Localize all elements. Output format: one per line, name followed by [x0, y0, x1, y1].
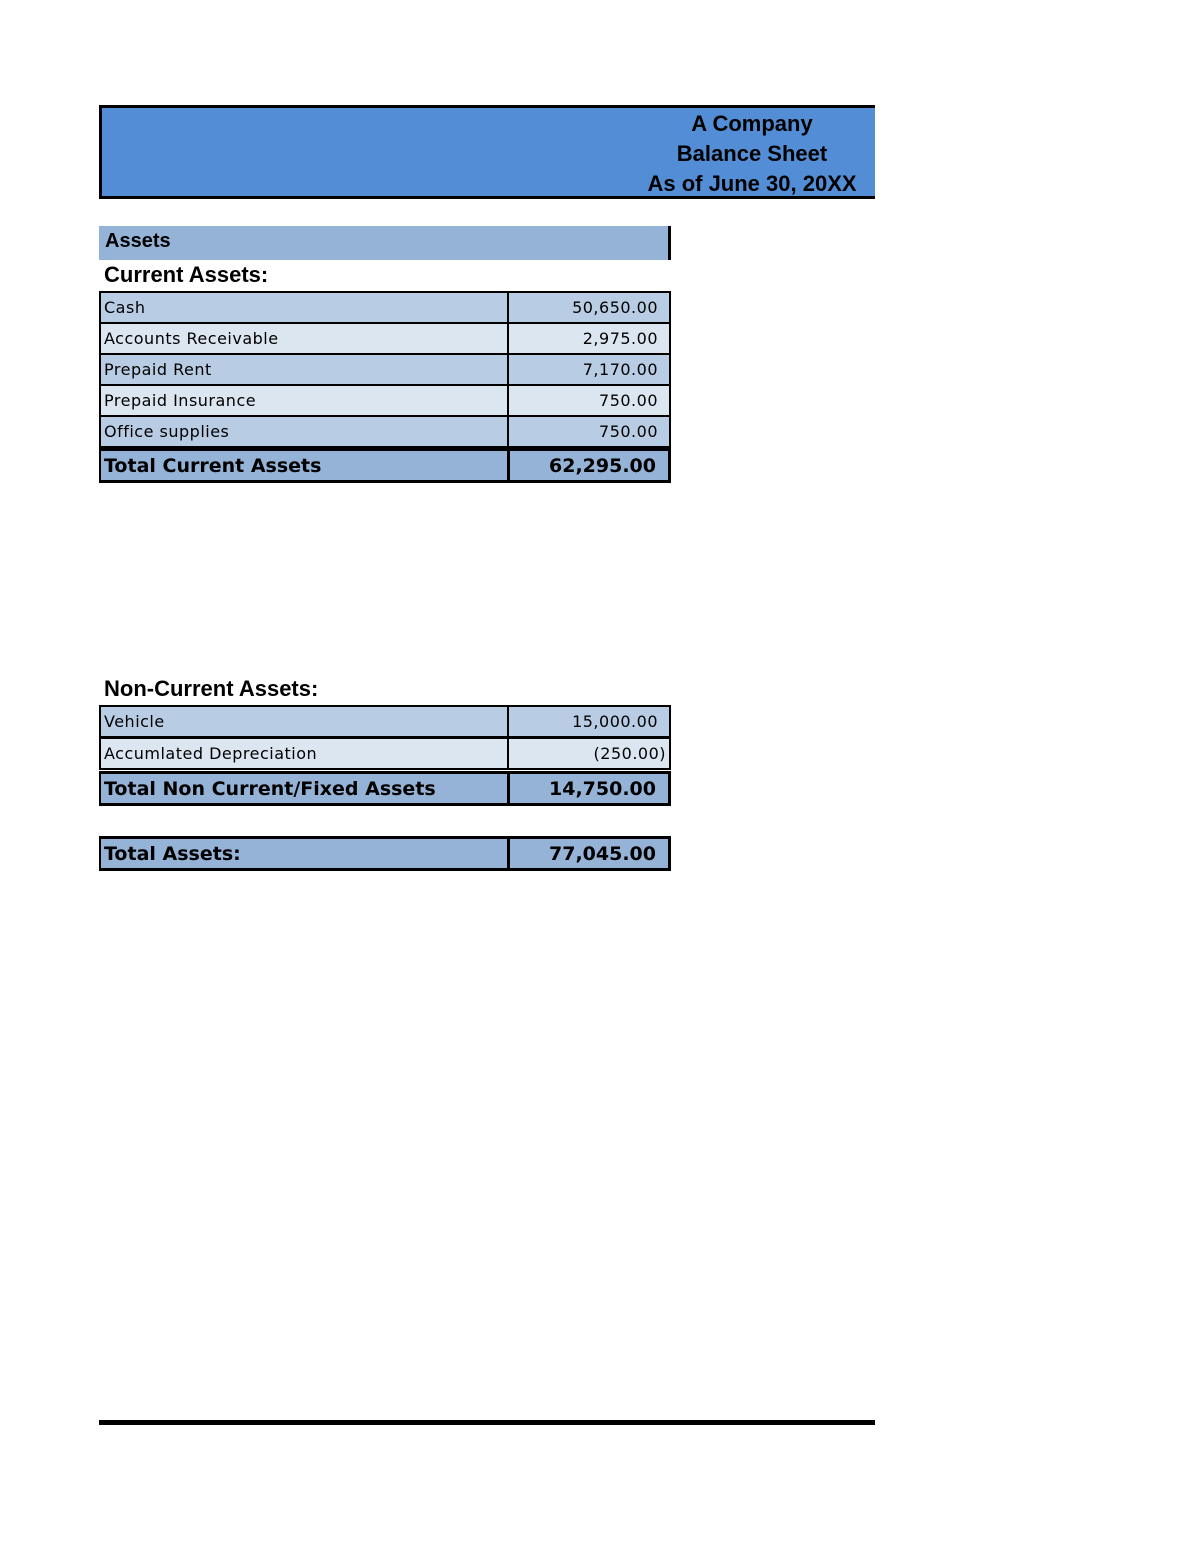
row-value: 7,170.00 [507, 353, 671, 386]
row-value: 750.00 [507, 415, 671, 448]
table-row [99, 322, 673, 355]
non-current-assets-heading: Non-Current Assets: [104, 676, 319, 701]
row-label: Cash [99, 291, 509, 324]
total-label: Total Current Assets [99, 448, 509, 483]
total-assets-row [99, 836, 673, 871]
row-label: Prepaid Insurance [99, 384, 509, 417]
row-label: Accumlated Depreciation [99, 737, 509, 770]
company-name: A Company [691, 111, 813, 136]
footer-divider [99, 1420, 875, 1425]
table-row [99, 384, 673, 417]
row-value: 50,650.00 [507, 291, 671, 324]
row-value: 2,975.00 [507, 322, 671, 355]
table-row [99, 705, 673, 738]
row-value: (250.00) [507, 737, 671, 770]
total-value: 14,750.00 [507, 771, 671, 806]
table-row [99, 291, 673, 324]
report-header [99, 105, 875, 199]
table-row [99, 353, 673, 386]
total-non-current-assets-row [99, 771, 673, 806]
total-assets-label: Total Assets: [99, 836, 509, 871]
row-label: Accounts Receivable [99, 322, 509, 355]
assets-section-label: Assets [105, 230, 171, 252]
total-assets-value: 77,045.00 [507, 836, 671, 871]
table-row [99, 737, 673, 770]
statement-date: As of June 30, 20XX [647, 171, 857, 196]
table-row [99, 415, 673, 448]
row-label: Prepaid Rent [99, 353, 509, 386]
total-label: Total Non Current/Fixed Assets [99, 771, 509, 806]
total-current-assets-row [99, 448, 673, 483]
current-assets-heading: Current Assets: [104, 262, 269, 287]
row-value: 750.00 [507, 384, 671, 417]
row-label: Vehicle [99, 705, 509, 738]
total-value: 62,295.00 [507, 448, 671, 483]
row-label: Office supplies [99, 415, 509, 448]
row-value: 15,000.00 [507, 705, 671, 738]
assets-section-bar [99, 226, 671, 260]
statement-title: Balance Sheet [676, 141, 828, 166]
